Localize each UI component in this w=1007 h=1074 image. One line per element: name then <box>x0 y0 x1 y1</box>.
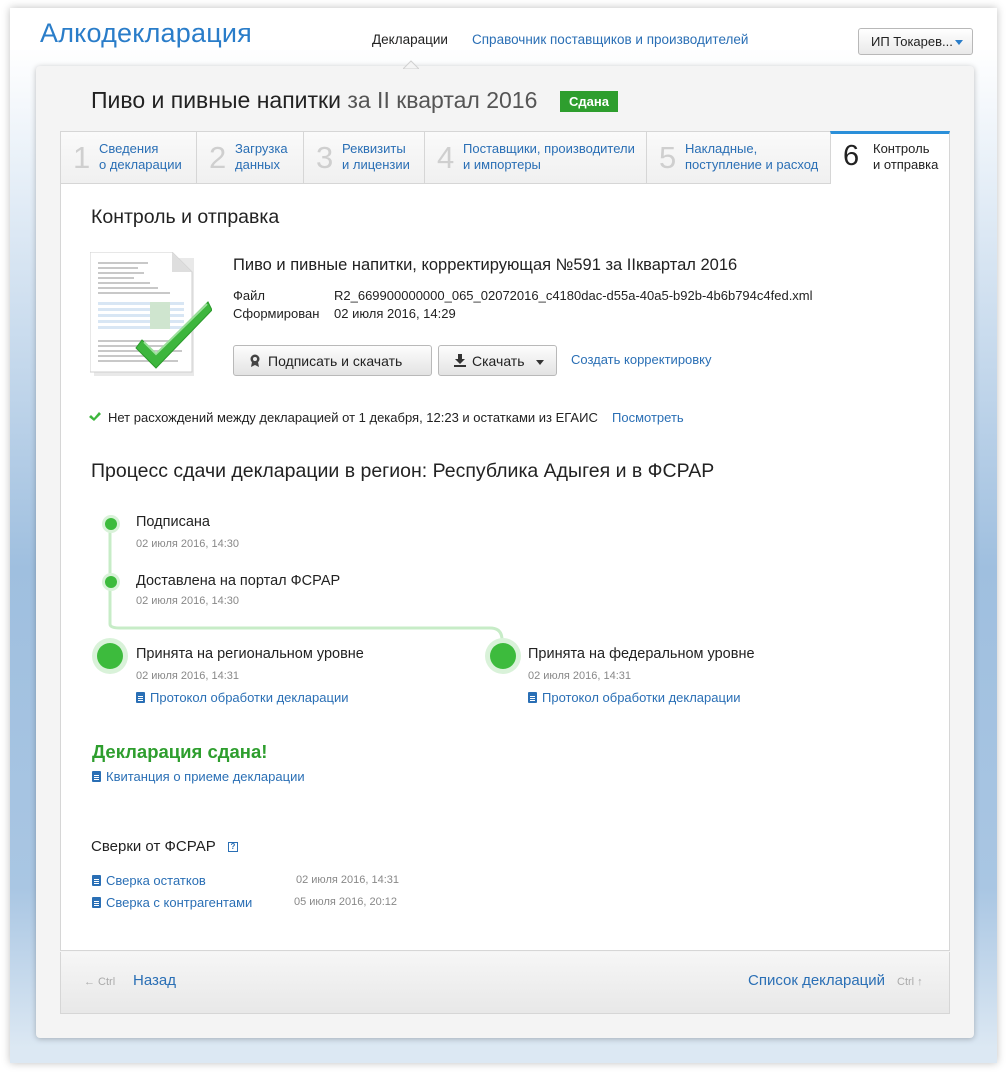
receipt-link[interactable] <box>92 769 305 784</box>
egais-check-text: Нет расхождений между декларацией от 1 декабря, 12:23 и остатками из ЕГАИС <box>108 410 598 425</box>
timeline-step-title: Подписана <box>136 514 210 530</box>
timeline-step-date: 02 июля 2016, 14:30 <box>136 538 239 550</box>
status-badge: Сдана <box>560 91 618 112</box>
sign-and-download-button[interactable] <box>233 345 432 376</box>
file-value: R2_669900000000_065_02072016_c4180dac-d55a-40a5-b92b-4b6b794c4fed.xml <box>334 288 813 303</box>
document-icon <box>136 692 145 703</box>
document-icon <box>92 875 101 886</box>
step-label: Поставщики, производители и импортеры <box>463 141 635 172</box>
process-title: Процесс сдачи декларации в регион: Республика Адыгея и в ФСРАР <box>91 460 715 482</box>
step-5[interactable] <box>646 131 830 184</box>
document-icon <box>92 897 101 908</box>
federal-protocol-label: Протокол обработки декларации <box>542 690 741 705</box>
file-label: Файл <box>233 288 265 303</box>
declarations-list-link[interactable]: Список деклараций <box>748 972 886 989</box>
timeline-dot-large <box>97 643 123 669</box>
federal-protocol-link[interactable] <box>528 690 740 705</box>
reconciliation-item[interactable] <box>92 873 206 888</box>
back-shortcut-hint: ← Ctrl <box>84 976 116 988</box>
step-4[interactable] <box>424 131 646 184</box>
document-icon <box>528 692 537 703</box>
reconciliation-label: Сверка с контрагентами <box>106 895 253 910</box>
step-label: Контроль и отправка <box>873 141 939 172</box>
step-label: Реквизиты и лицензии <box>342 141 410 172</box>
step-number: 3 <box>316 140 334 175</box>
formed-label: Сформирован <box>233 306 320 321</box>
nav-suppliers-directory[interactable]: Справочник поставщиков и производителей <box>472 32 749 47</box>
step-3[interactable] <box>303 131 424 184</box>
step-number: 5 <box>659 140 677 175</box>
declaration-done-title: Декларация сдана! <box>92 741 268 762</box>
reconciliation-date: 05 июля 2016, 20:12 <box>294 896 397 908</box>
wizard-steps <box>60 131 950 184</box>
reconciliation-date: 02 июля 2016, 14:31 <box>296 874 399 886</box>
step-2[interactable] <box>196 131 303 184</box>
timeline-step-date: 02 июля 2016, 14:30 <box>136 595 239 607</box>
document-title: Пиво и пивные напитки, корректирующая №591 за IIквартал 2016 <box>233 256 738 274</box>
step-label: Накладные, поступление и расход <box>685 141 819 172</box>
page-title-period: за II квартал 2016 <box>347 87 538 113</box>
timeline-dot <box>105 576 117 588</box>
step-number: 4 <box>437 140 455 175</box>
page-title-main: Пиво и пивные напитки <box>91 87 341 113</box>
back-link[interactable]: Назад <box>133 972 176 989</box>
timeline-step-title: Принята на региональном уровне <box>136 646 364 662</box>
user-menu-dropdown[interactable] <box>858 28 973 55</box>
download-button-label: Скачать <box>472 353 525 369</box>
download-button[interactable] <box>438 345 557 376</box>
timeline-step-date: 02 июля 2016, 14:31 <box>528 670 631 682</box>
chevron-down-icon <box>955 40 963 45</box>
step-label: Загрузка данных <box>235 141 288 172</box>
create-correction-link[interactable]: Создать корректировку <box>571 352 712 367</box>
document-icon <box>92 771 101 782</box>
page-title <box>91 87 537 114</box>
regional-protocol-label: Протокол обработки декларации <box>150 690 349 705</box>
timeline-step-title: Принята на федеральном уровне <box>528 646 755 662</box>
sign-button-label: Подписать и скачать <box>268 353 403 369</box>
forward-shortcut-hint: Ctrl ↑ <box>897 976 923 988</box>
view-discrepancies-link[interactable]: Посмотреть <box>612 410 684 425</box>
formed-value: 02 июля 2016, 14:29 <box>334 306 456 321</box>
timeline-step-title: Доставлена на портал ФСРАР <box>136 573 341 589</box>
step-6-active[interactable] <box>830 131 950 184</box>
timeline-dot-large <box>490 643 516 669</box>
timeline-step-date: 02 июля 2016, 14:31 <box>136 670 239 682</box>
document-thumbnail-icon <box>90 252 212 378</box>
step-1[interactable] <box>60 131 196 184</box>
help-icon[interactable]: ? <box>228 842 238 852</box>
nav-declarations[interactable]: Декларации <box>372 32 448 47</box>
section-title: Контроль и отправка <box>91 206 280 228</box>
chevron-down-icon <box>536 360 544 365</box>
user-name: ИП Токарев... <box>871 34 953 49</box>
step-number: 6 <box>843 140 860 172</box>
download-icon <box>454 354 466 367</box>
receipt-label: Квитанция о приеме декларации <box>106 769 305 784</box>
check-icon <box>89 411 101 422</box>
reconciliation-item[interactable] <box>92 895 252 910</box>
nav-pointer-arrow <box>403 60 419 69</box>
timeline-dot <box>105 518 117 530</box>
reconciliations-title: Сверки от ФСРАР <box>91 838 216 855</box>
step-number: 1 <box>73 140 91 175</box>
regional-protocol-link[interactable] <box>136 690 348 705</box>
reconciliation-label: Сверка остатков <box>106 873 206 888</box>
app-logo[interactable]: Алкодекларация <box>40 18 252 48</box>
step-number: 2 <box>209 140 227 175</box>
step-label: Сведения о декларации <box>99 141 182 172</box>
seal-icon <box>249 354 261 368</box>
